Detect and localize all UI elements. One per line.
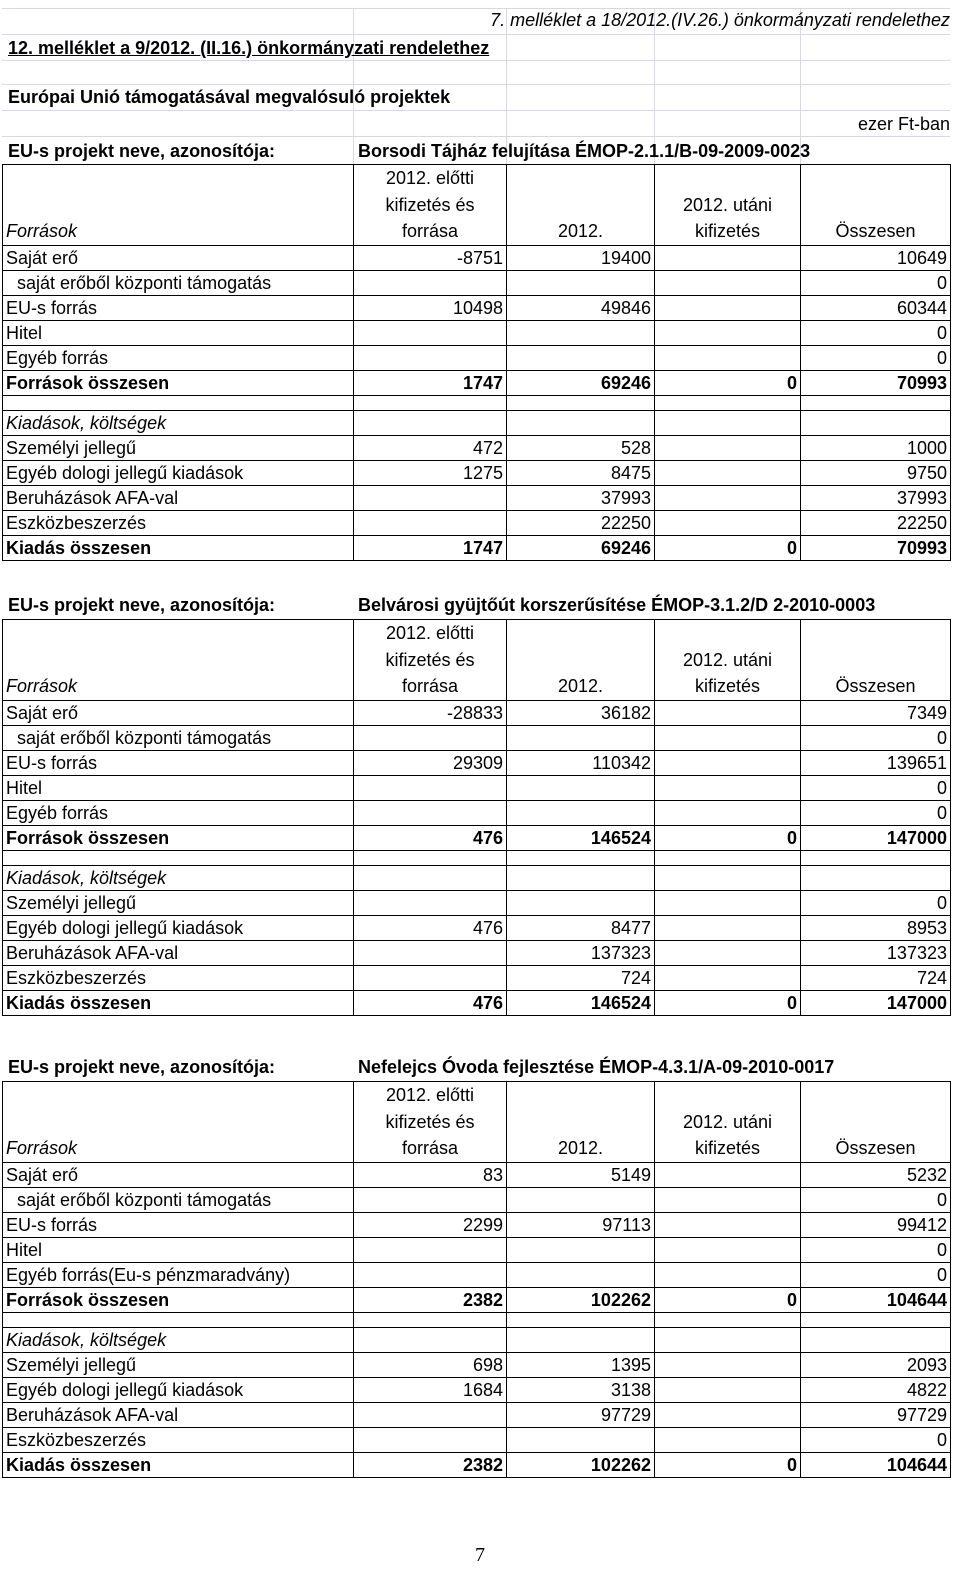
cell-pre: 1684	[354, 1377, 507, 1402]
cell-pre	[354, 320, 507, 345]
cell-post	[655, 965, 801, 990]
cell-year: 69246	[507, 535, 655, 560]
cell-pre	[354, 510, 507, 535]
cell-year: 97113	[507, 1212, 655, 1237]
cell-total: 137323	[801, 940, 951, 965]
project-table	[2, 619, 951, 1016]
row-label: Saját erő	[3, 1162, 354, 1187]
cell-pre: 83	[354, 1162, 507, 1187]
cell-pre: 472	[354, 435, 507, 460]
cell-post	[655, 1162, 801, 1187]
table-row-total	[3, 535, 951, 560]
table-row	[3, 750, 951, 775]
row-label: Egyéb dologi jellegű kiadások	[3, 1377, 354, 1402]
table-row	[3, 700, 951, 725]
row-label: Saját erő	[3, 245, 354, 270]
cell-post	[655, 700, 801, 725]
cell-year	[507, 725, 655, 750]
project-name: Borsodi Tájház felujítása ÉMOP-2.1.1/B-09-2009-0023	[358, 141, 811, 161]
row-label: EU-s forrás	[3, 1212, 354, 1237]
gridline	[2, 110, 950, 111]
cell-post	[655, 940, 801, 965]
cell-total: 22250	[801, 510, 951, 535]
cell-year: 49846	[507, 295, 655, 320]
cell-post	[655, 485, 801, 510]
cell-total: 0	[801, 345, 951, 370]
row-label: Kiadás összesen	[3, 990, 354, 1015]
row-label: Egyéb forrás(Eu-s pénzmaradvány)	[3, 1262, 354, 1287]
cell-year	[507, 890, 655, 915]
cell-pre: -8751	[354, 245, 507, 270]
page-number: 7	[475, 1544, 485, 1566]
cell-total: 1000	[801, 435, 951, 460]
row-label: Eszközbeszerzés	[3, 1427, 354, 1452]
cell-pre	[354, 1237, 507, 1262]
cell-total: 60344	[801, 295, 951, 320]
row-label: Egyéb dologi jellegű kiadások	[3, 915, 354, 940]
row-label: Személyi jellegű	[3, 435, 354, 460]
table-row	[3, 1262, 951, 1287]
cell-total: 139651	[801, 750, 951, 775]
cell-pre	[354, 940, 507, 965]
cell-pre: -28833	[354, 700, 507, 725]
cell-post	[655, 345, 801, 370]
cell-post	[655, 1212, 801, 1237]
page-title: Európai Unió támogatásával megvalósuló projektek	[8, 87, 451, 107]
table-row	[3, 1212, 951, 1237]
row-label: Egyéb dologi jellegű kiadások	[3, 460, 354, 485]
col-header-total: Összesen	[801, 165, 951, 246]
cell-year: 724	[507, 965, 655, 990]
col-header-post: 2012. utáni kifizetés	[655, 620, 801, 701]
table-row	[3, 1377, 951, 1402]
cell-pre	[354, 485, 507, 510]
cell-post	[655, 270, 801, 295]
row-label: Eszközbeszerzés	[3, 965, 354, 990]
row-label: Egyéb forrás	[3, 800, 354, 825]
cell-year: 19400	[507, 245, 655, 270]
cell-post: 0	[655, 825, 801, 850]
row-label: Saját erő	[3, 700, 354, 725]
cell-post	[655, 890, 801, 915]
row-label: saját erőből központi támogatás	[3, 725, 354, 750]
expenses-label: Kiadások, költségek	[3, 865, 354, 890]
row-label: Egyéb forrás	[3, 345, 354, 370]
cell-total: 99412	[801, 1212, 951, 1237]
cell-total: 0	[801, 775, 951, 800]
table-row	[3, 1237, 951, 1262]
cell-year: 36182	[507, 700, 655, 725]
cell-total: 724	[801, 965, 951, 990]
col-header-year: 2012.	[507, 1082, 655, 1163]
table-row	[3, 1187, 951, 1212]
cell-total: 10649	[801, 245, 951, 270]
gridline	[2, 136, 950, 137]
project-label: EU-s projekt neve, azonosítója:	[8, 1057, 276, 1077]
cell-post	[655, 1427, 801, 1452]
row-label: Beruházások AFA-val	[3, 1402, 354, 1427]
cell-total: 5232	[801, 1162, 951, 1187]
col-header-pre: 2012. előtti kifizetés és forrása	[354, 165, 507, 246]
cell-pre: 2299	[354, 1212, 507, 1237]
cell-post	[655, 435, 801, 460]
cell-pre: 10498	[354, 295, 507, 320]
cell-post	[655, 915, 801, 940]
row-label: Hitel	[3, 1237, 354, 1262]
cell-total: 2093	[801, 1352, 951, 1377]
table-row	[3, 295, 951, 320]
cell-total: 0	[801, 320, 951, 345]
table-row	[3, 320, 951, 345]
cell-post	[655, 295, 801, 320]
cell-total: 104644	[801, 1287, 951, 1312]
table-row	[3, 1402, 951, 1427]
table-row	[3, 940, 951, 965]
gridline	[2, 60, 950, 61]
cell-post: 0	[655, 1287, 801, 1312]
cell-pre	[354, 1262, 507, 1287]
cell-total: 0	[801, 1262, 951, 1287]
cell-pre	[354, 800, 507, 825]
cell-pre: 476	[354, 825, 507, 850]
row-label: Források összesen	[3, 825, 354, 850]
col-header-source: Források	[3, 165, 354, 246]
cell-total: 70993	[801, 535, 951, 560]
cell-pre: 1747	[354, 535, 507, 560]
row-label: saját erőből központi támogatás	[3, 1187, 354, 1212]
project-name: Belvárosi gyüjtőút korszerűsítése ÉMOP-3.1.2/D 2-2010-0003	[358, 595, 876, 615]
table-row	[3, 460, 951, 485]
unit-label: ezer Ft-ban	[857, 114, 950, 134]
cell-pre	[354, 725, 507, 750]
row-label: Beruházások AFA-val	[3, 940, 354, 965]
attachment-7-note: 7. melléklet a 18/2012.(IV.26.) önkormányzati rendelethez	[490, 10, 950, 30]
cell-post	[655, 800, 801, 825]
cell-pre: 29309	[354, 750, 507, 775]
row-label: Hitel	[3, 775, 354, 800]
cell-pre: 2382	[354, 1452, 507, 1477]
cell-year: 146524	[507, 825, 655, 850]
row-label: Kiadás összesen	[3, 535, 354, 560]
project-table	[2, 1081, 951, 1478]
row-label: Források összesen	[3, 1287, 354, 1312]
gridline	[2, 34, 950, 35]
cell-year	[507, 320, 655, 345]
col-header-source: Források	[3, 620, 354, 701]
cell-post	[655, 1262, 801, 1287]
cell-post	[655, 725, 801, 750]
table-row	[3, 890, 951, 915]
table-row	[3, 510, 951, 535]
cell-total: 0	[801, 1427, 951, 1452]
cell-pre	[354, 965, 507, 990]
col-header-source: Források	[3, 1082, 354, 1163]
table-row	[3, 345, 951, 370]
cell-total: 147000	[801, 825, 951, 850]
cell-total: 0	[801, 1237, 951, 1262]
cell-year	[507, 1427, 655, 1452]
cell-post	[655, 750, 801, 775]
cell-year	[507, 1187, 655, 1212]
section-header	[3, 865, 951, 890]
section-header	[3, 410, 951, 435]
row-label: saját erőből központi támogatás	[3, 270, 354, 295]
cell-year: 8475	[507, 460, 655, 485]
cell-total: 0	[801, 270, 951, 295]
cell-pre	[354, 1427, 507, 1452]
cell-year: 69246	[507, 370, 655, 395]
cell-year: 137323	[507, 940, 655, 965]
cell-post: 0	[655, 1452, 801, 1477]
cell-total: 0	[801, 800, 951, 825]
cell-post	[655, 1377, 801, 1402]
cell-pre: 476	[354, 915, 507, 940]
col-header-pre: 2012. előtti kifizetés és forrása	[354, 1082, 507, 1163]
cell-total: 147000	[801, 990, 951, 1015]
table-row-total	[3, 370, 951, 395]
row-label: Kiadás összesen	[3, 1452, 354, 1477]
table-row	[3, 1162, 951, 1187]
row-label: Hitel	[3, 320, 354, 345]
cell-total: 9750	[801, 460, 951, 485]
cell-pre	[354, 1402, 507, 1427]
cell-year: 97729	[507, 1402, 655, 1427]
cell-year	[507, 775, 655, 800]
cell-year: 22250	[507, 510, 655, 535]
row-label: EU-s forrás	[3, 295, 354, 320]
cell-post	[655, 1187, 801, 1212]
table-row	[3, 1352, 951, 1377]
table-row	[3, 965, 951, 990]
cell-year	[507, 1237, 655, 1262]
row-label: Eszközbeszerzés	[3, 510, 354, 535]
cell-year: 146524	[507, 990, 655, 1015]
col-header-year: 2012.	[507, 620, 655, 701]
cell-pre: 476	[354, 990, 507, 1015]
col-header-post: 2012. utáni kifizetés	[655, 165, 801, 246]
cell-total: 0	[801, 890, 951, 915]
cell-year: 37993	[507, 485, 655, 510]
cell-pre: 1747	[354, 370, 507, 395]
expenses-label: Kiadások, költségek	[3, 410, 354, 435]
cell-total: 70993	[801, 370, 951, 395]
table-row	[3, 270, 951, 295]
col-header-post: 2012. utáni kifizetés	[655, 1082, 801, 1163]
cell-total: 0	[801, 725, 951, 750]
cell-pre: 1275	[354, 460, 507, 485]
table-row-total	[3, 990, 951, 1015]
row-label: Források összesen	[3, 370, 354, 395]
cell-total: 37993	[801, 485, 951, 510]
cell-post: 0	[655, 370, 801, 395]
cell-pre	[354, 890, 507, 915]
cell-total: 104644	[801, 1452, 951, 1477]
cell-pre	[354, 345, 507, 370]
cell-post: 0	[655, 535, 801, 560]
table-row-total	[3, 1287, 951, 1312]
table-row	[3, 725, 951, 750]
section-header	[3, 1327, 951, 1352]
table-row-total	[3, 825, 951, 850]
cell-total: 8953	[801, 915, 951, 940]
table-row	[3, 435, 951, 460]
cell-post	[655, 245, 801, 270]
table-row	[3, 915, 951, 940]
cell-year: 8477	[507, 915, 655, 940]
cell-post	[655, 510, 801, 535]
cell-year	[507, 345, 655, 370]
table-row	[3, 245, 951, 270]
table-row	[3, 775, 951, 800]
col-header-total: Összesen	[801, 620, 951, 701]
project-label: EU-s projekt neve, azonosítója:	[8, 141, 276, 161]
cell-year: 5149	[507, 1162, 655, 1187]
cell-pre	[354, 775, 507, 800]
cell-post	[655, 320, 801, 345]
cell-pre: 2382	[354, 1287, 507, 1312]
project-name: Nefelejcs Óvoda fejlesztése ÉMOP-4.3.1/A-09-2010-0017	[358, 1057, 835, 1077]
row-label: Beruházások AFA-val	[3, 485, 354, 510]
expenses-label: Kiadások, költségek	[3, 1327, 354, 1352]
cell-year: 3138	[507, 1377, 655, 1402]
cell-pre: 698	[354, 1352, 507, 1377]
cell-post	[655, 460, 801, 485]
cell-pre	[354, 1187, 507, 1212]
row-label: Személyi jellegű	[3, 890, 354, 915]
cell-post	[655, 775, 801, 800]
cell-total: 0	[801, 1187, 951, 1212]
table-row-total	[3, 1452, 951, 1477]
table-row	[3, 800, 951, 825]
cell-year: 110342	[507, 750, 655, 775]
col-header-pre: 2012. előtti kifizetés és forrása	[354, 620, 507, 701]
cell-total: 97729	[801, 1402, 951, 1427]
project-table	[2, 164, 951, 561]
cell-pre	[354, 270, 507, 295]
cell-year	[507, 270, 655, 295]
attachment-12-note: 12. melléklet a 9/2012. (II.16.) önkormányzati rendelethez	[8, 38, 490, 58]
cell-post: 0	[655, 990, 801, 1015]
cell-total: 4822	[801, 1377, 951, 1402]
cell-year: 102262	[507, 1287, 655, 1312]
cell-year	[507, 800, 655, 825]
cell-year: 1395	[507, 1352, 655, 1377]
row-label: Személyi jellegű	[3, 1352, 354, 1377]
table-row	[3, 485, 951, 510]
table-row	[3, 1427, 951, 1452]
cell-post	[655, 1237, 801, 1262]
cell-year: 528	[507, 435, 655, 460]
col-header-year: 2012.	[507, 165, 655, 246]
project-label: EU-s projekt neve, azonosítója:	[8, 595, 276, 615]
cell-total: 7349	[801, 700, 951, 725]
col-header-total: Összesen	[801, 1082, 951, 1163]
cell-post	[655, 1352, 801, 1377]
cell-post	[655, 1402, 801, 1427]
cell-year: 102262	[507, 1452, 655, 1477]
cell-year	[507, 1262, 655, 1287]
row-label: EU-s forrás	[3, 750, 354, 775]
